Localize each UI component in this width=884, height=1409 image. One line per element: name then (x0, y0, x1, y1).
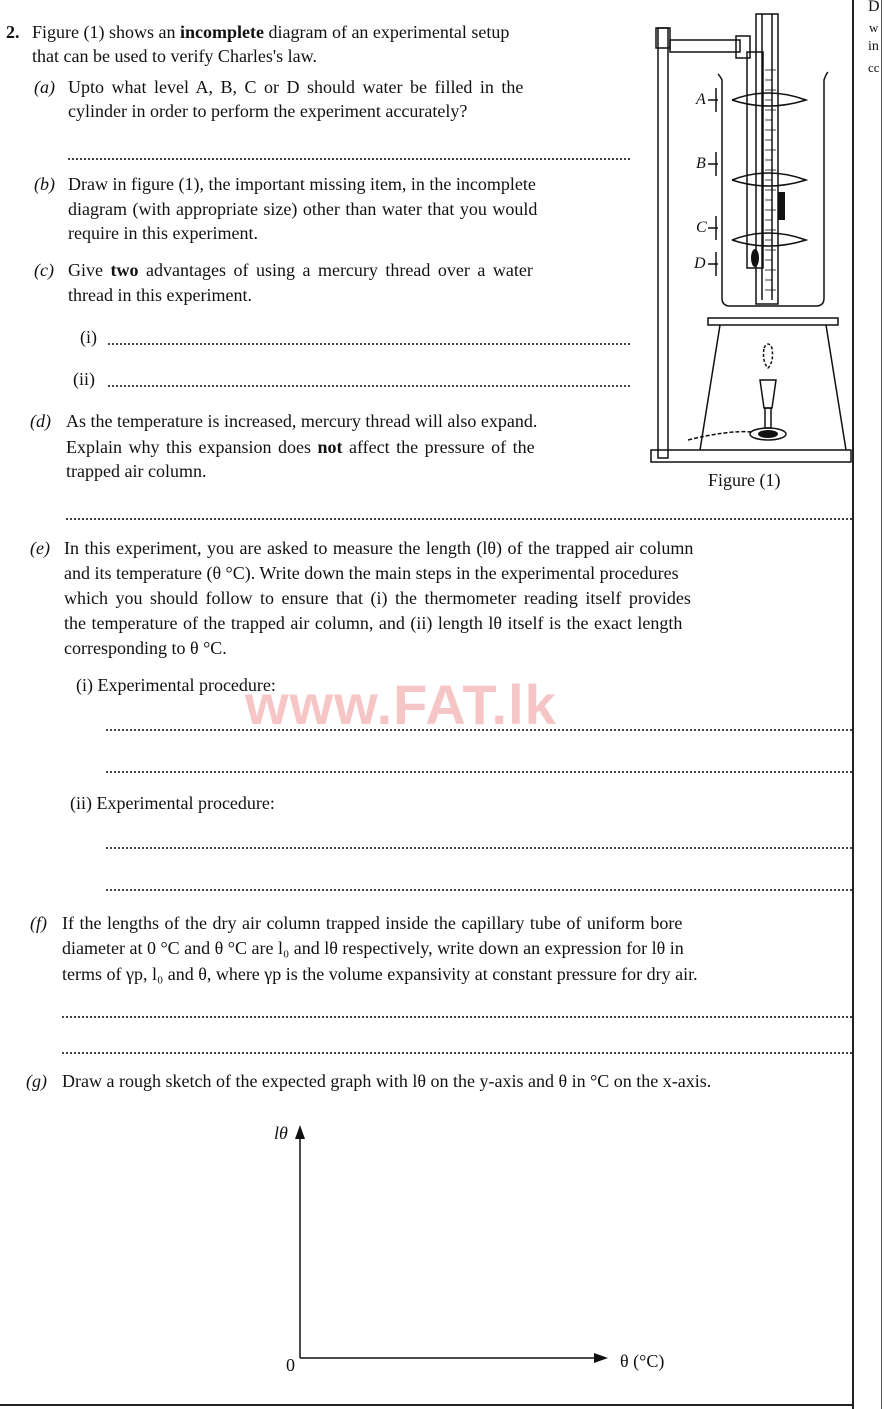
margin-fragment: in (868, 39, 879, 54)
part-d-line1: As the temperature is increased, mercury thread will also expand. (66, 411, 538, 431)
part-e-line2: and its temperature (θ °C). Write down the main steps in the experimental procedures (64, 563, 679, 583)
question-intro-line1 (32, 22, 509, 43)
intro-text: diagram of an experimental setup (263, 22, 510, 42)
part-f-line3: terms of γp, l₀ and θ, where γp is the volume expansivity at constant pressure for dry air. (62, 964, 698, 984)
origin-label: 0 (286, 1355, 295, 1375)
answer-line-d[interactable] (66, 518, 852, 520)
part-c-sub-ii: (ii) (73, 369, 95, 389)
part-c-sub-i: (i) (80, 327, 97, 347)
part-b-line3: require in this experiment. (68, 223, 258, 243)
experimental-setup-diagram (648, 0, 858, 470)
y-axis-label: lθ (274, 1123, 288, 1143)
part-g-label: (g) (26, 1071, 47, 1091)
part-e-line3: which you should follow to ensure that (i) the thermometer reading itself provides (64, 588, 691, 608)
answer-line-f-1[interactable] (62, 1016, 852, 1018)
figure-1 (648, 0, 858, 470)
part-a-line2: cylinder in order to perform the experiment accurately? (68, 101, 468, 121)
part-a-label: (a) (34, 77, 55, 97)
answer-line-c-i[interactable] (108, 343, 630, 345)
part-c-bold: two (110, 260, 139, 280)
part-b-line2: diagram (with appropriate size) other than water that you would (68, 199, 538, 219)
part-f-line2: diameter at 0 °C and θ °C are l₀ and lθ respectively, write down an expression for lθ in (62, 938, 684, 958)
margin-fragment: cc (868, 60, 880, 75)
question-number: 2. (6, 22, 20, 42)
level-c-label: C (696, 219, 707, 236)
intro-bold: incomplete (179, 22, 264, 42)
part-e-line1: In this experiment, you are asked to measure the length (lθ) of the trapped air column (64, 538, 694, 558)
part-c-label: (c) (34, 260, 54, 280)
part-c-text: advantages of using a mercury thread over a water (138, 260, 533, 280)
intro-text: Figure (1) shows an (32, 22, 180, 42)
part-d-bold: not (317, 437, 343, 457)
x-axis-arrow-icon (594, 1353, 608, 1363)
part-b-line1: Draw in figure (1), the important missing item, in the incomplete (68, 174, 536, 194)
procedure-ii-label: (ii) Experimental procedure: (70, 793, 275, 813)
answer-line-e-ii-2[interactable] (106, 889, 852, 891)
sketch-graph-axes[interactable] (260, 1115, 665, 1375)
answer-line-e-i-2[interactable] (106, 771, 852, 773)
level-a-label: A (696, 91, 706, 108)
part-f-line1: If the lengths of the dry air column trapped inside the capillary tube of uniform bore (62, 913, 683, 933)
part-a-line1: Upto what level A, B, C or D should water be filled in the (68, 77, 524, 97)
part-e-line5: corresponding to θ °C. (64, 638, 227, 658)
part-c-line2: thread in this experiment. (68, 285, 252, 305)
question-intro-line2: that can be used to verify Charles's law. (32, 46, 317, 66)
part-d-line3: trapped air column. (66, 461, 207, 481)
part-e-line4: the temperature of the trapped air column, and (ii) length lθ itself is the exact length (64, 613, 683, 633)
part-d-label: (d) (30, 411, 51, 431)
answer-line-c-ii[interactable] (108, 385, 630, 387)
graph-axes (260, 1115, 660, 1375)
x-axis-label: θ (°C) (620, 1351, 665, 1371)
answer-line-f-2[interactable] (62, 1052, 852, 1054)
part-d-text: affect the pressure of the (342, 437, 535, 457)
part-b-label: (b) (34, 174, 55, 194)
part-c-text: Give (68, 260, 111, 280)
part-d-text: Explain why this expansion does (66, 437, 318, 457)
procedure-i-label: (i) Experimental procedure: (76, 675, 276, 695)
part-c-line1 (68, 260, 533, 281)
watermark: www.FAT.lk (245, 673, 557, 736)
level-b-label: B (696, 155, 706, 172)
level-d-label: D (694, 255, 706, 272)
part-d-line2 (66, 437, 535, 458)
part-g-line1: Draw a rough sketch of the expected graph with lθ on the y-axis and θ in °C on the x-axis. (62, 1071, 712, 1091)
part-f-label: (f) (30, 913, 47, 933)
y-axis-arrow-icon (295, 1125, 305, 1139)
answer-line-e-ii-1[interactable] (106, 847, 852, 849)
part-e-label: (e) (30, 538, 50, 558)
margin-fragment: D (868, 0, 880, 15)
margin-fragment: w (869, 20, 879, 35)
figure-caption: Figure (1) (708, 470, 781, 490)
answer-line-a[interactable] (68, 158, 630, 160)
page-bottom-rule (0, 1404, 852, 1406)
page-right-edge (881, 0, 882, 1409)
